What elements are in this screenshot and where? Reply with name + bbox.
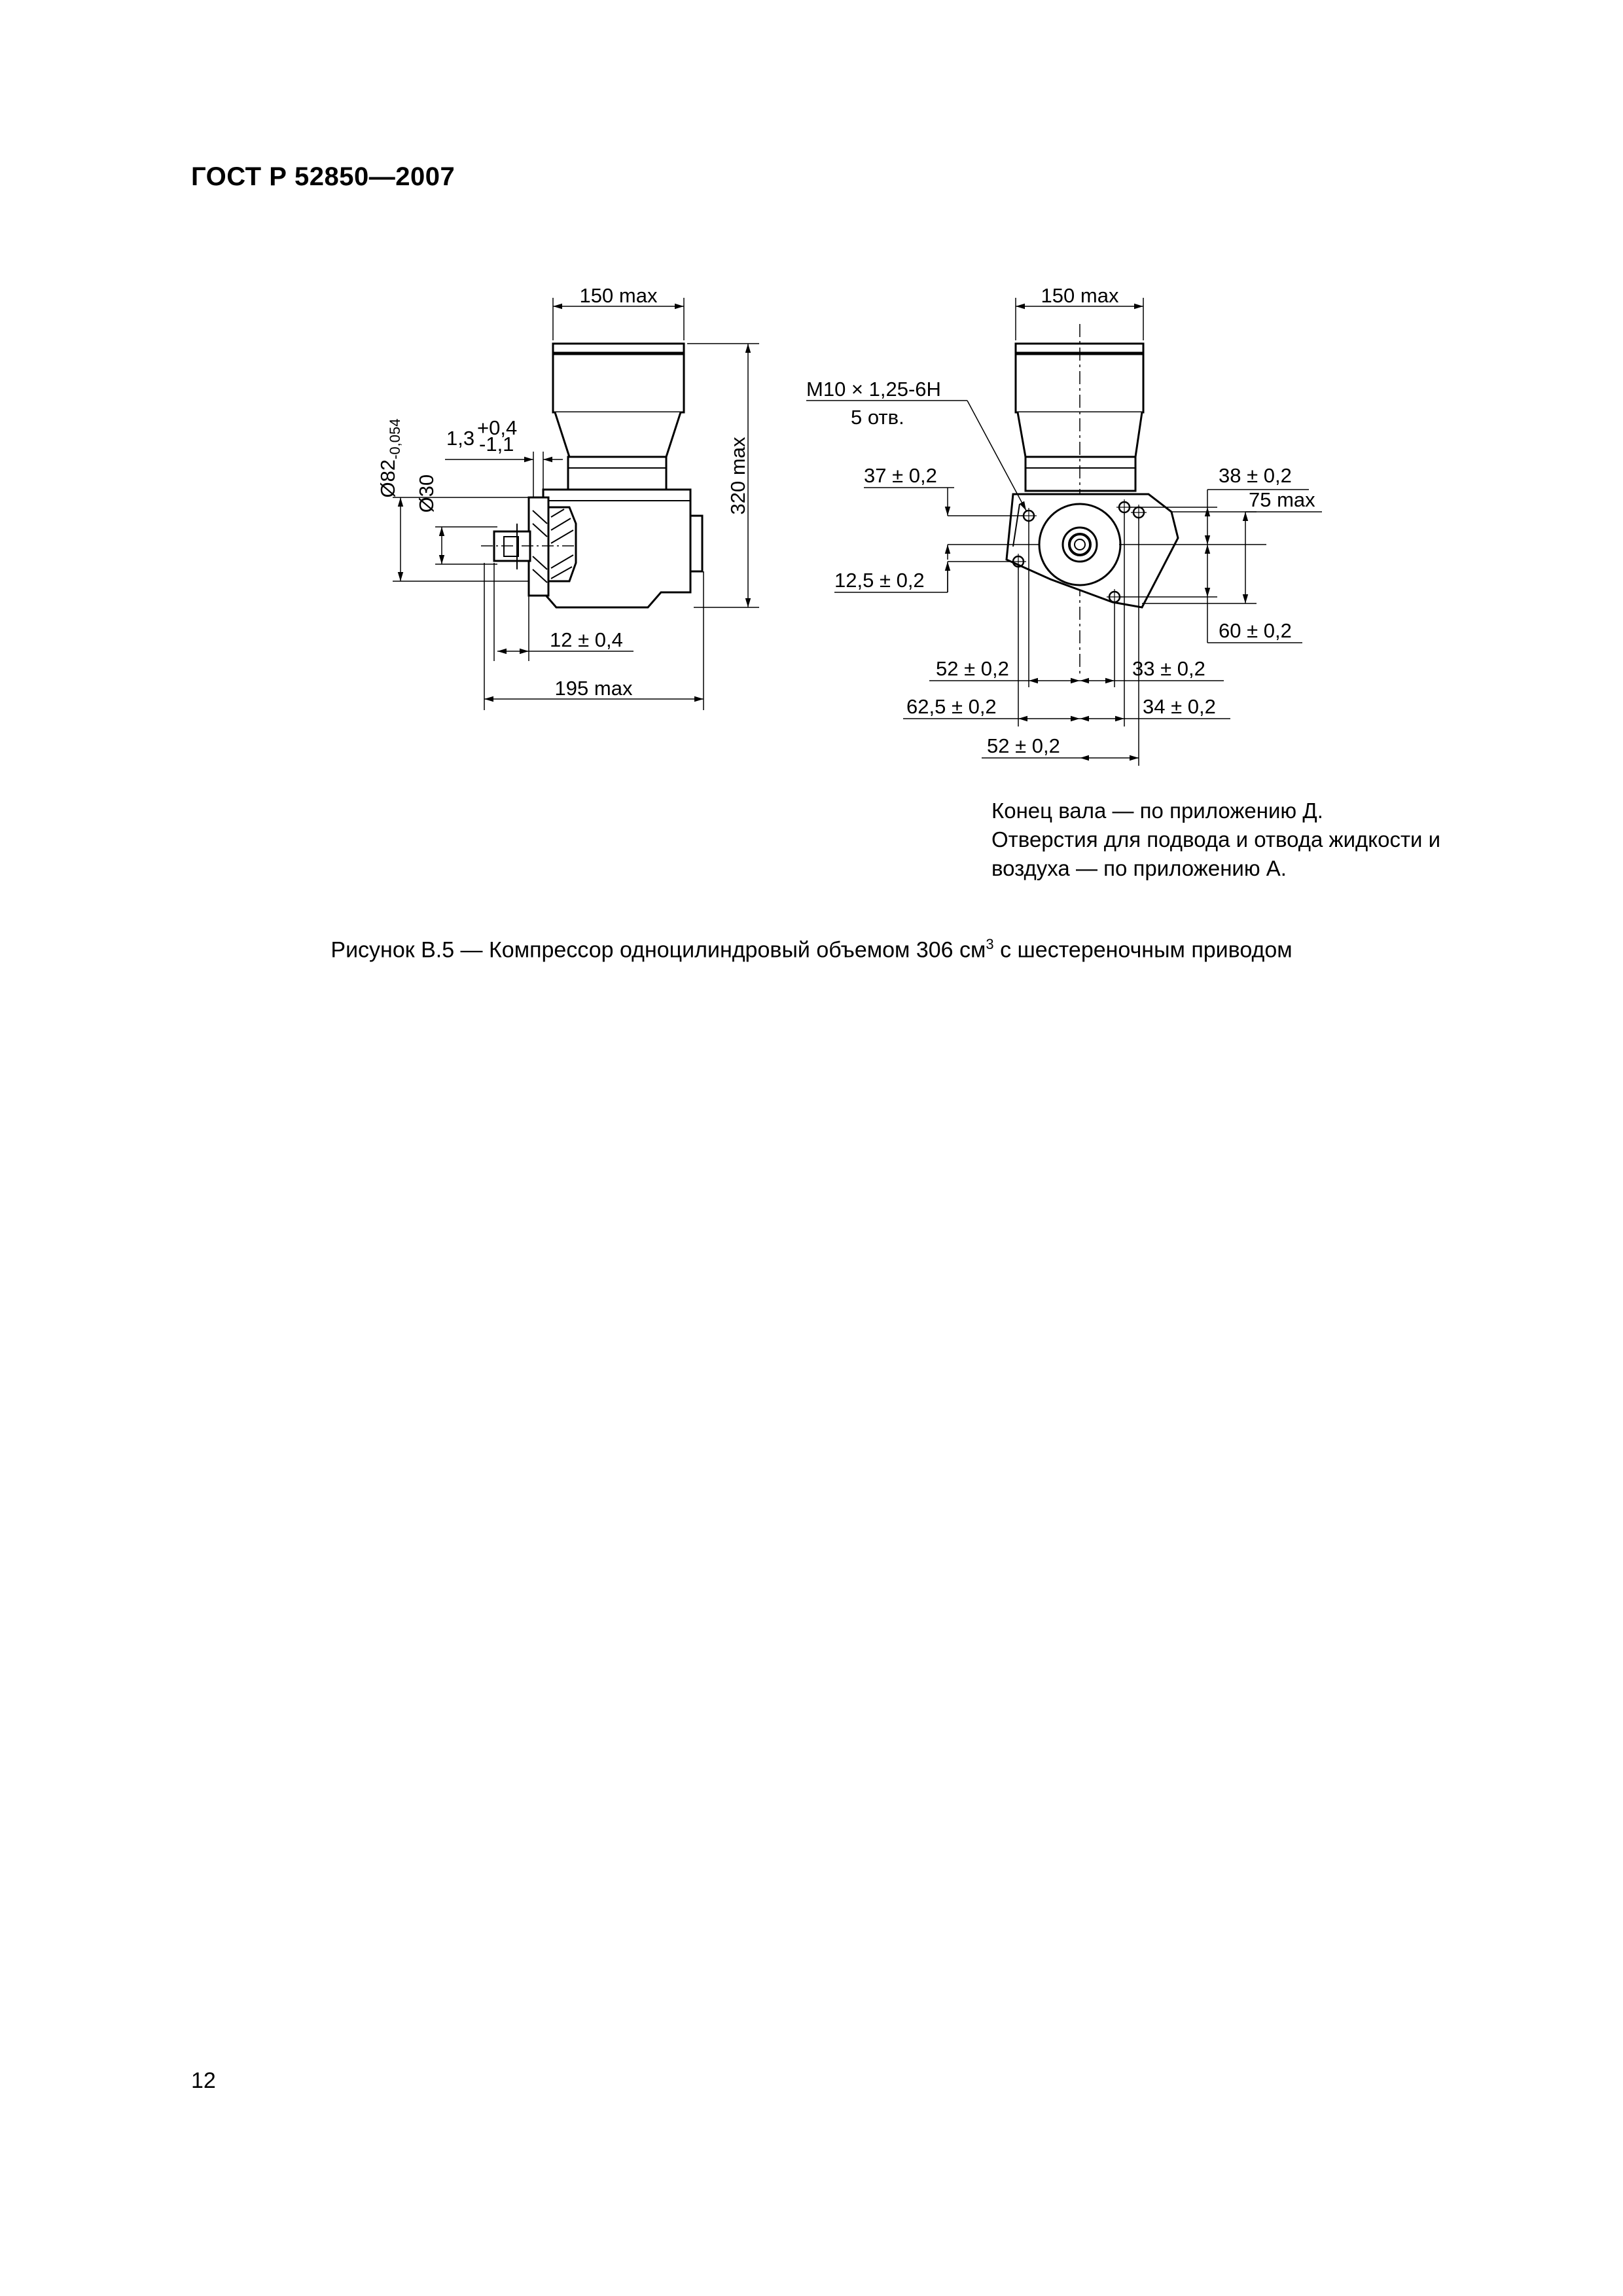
dim-34: 34 ± 0,2 — [1143, 695, 1216, 718]
dim-front-150max: 150 max — [1041, 284, 1119, 307]
dim-shaft-12: 12 ± 0,4 — [550, 628, 623, 651]
hub-outer — [1039, 504, 1120, 585]
front-view — [806, 298, 1322, 766]
dim-37: 37 ± 0,2 — [864, 464, 937, 487]
svg-text:-1,1: -1,1 — [479, 433, 514, 456]
dim-shoulder-1-3 — [446, 416, 517, 456]
dim-52-b: 52 ± 0,2 — [987, 734, 1060, 757]
dim-75max: 75 max — [1249, 488, 1315, 511]
svg-text:Ø82-0,054: $Ø82_{-0,054}$ — [376, 418, 403, 498]
document-header: ГОСТ Р 52850—2007 — [191, 162, 455, 191]
cylinder-body — [555, 412, 681, 457]
flange-hatch — [548, 507, 576, 581]
cylinder-base — [568, 457, 666, 490]
page-number: 12 — [191, 2068, 216, 2093]
dim-side-320max: 320 max — [726, 437, 749, 515]
dim-52-a: 52 ± 0,2 — [936, 657, 1009, 680]
drawing-notes — [991, 797, 1440, 883]
dim-62-5: 62,5 ± 0,2 — [906, 695, 997, 718]
svg-text:+0,4: +0,4 — [477, 416, 518, 439]
note-line: Отверстия для подвода и отвода жидкости и — [991, 827, 1441, 852]
dim-38: 38 ± 0,2 — [1219, 464, 1292, 487]
rear-boss — [690, 516, 702, 571]
dim-diameter-82 — [376, 419, 403, 498]
thread-spec: M10 × 1,25-6H — [806, 378, 941, 401]
dim-12-5: 12,5 ± 0,2 — [834, 569, 925, 592]
svg-text:1,3: 1,3 — [446, 427, 475, 450]
dim-diameter-30: Ø30 — [415, 474, 438, 513]
dim-60: 60 ± 0,2 — [1219, 619, 1292, 642]
holes-count: 5 отв. — [851, 406, 904, 429]
note-line: воздуха — по приложению А. — [991, 856, 1287, 880]
dim-side-150max: 150 max — [579, 284, 658, 307]
dim-33: 33 ± 0,2 — [1132, 657, 1205, 680]
note-line: Конец вала — по приложению Д. — [991, 798, 1323, 823]
dim-side-195max: 195 max — [554, 677, 633, 700]
figure-caption: Рисунок В.5 — Компрессор одноцилиндровый объемом 306 $см^3$ с шестереночным приводом — [330, 936, 1293, 963]
